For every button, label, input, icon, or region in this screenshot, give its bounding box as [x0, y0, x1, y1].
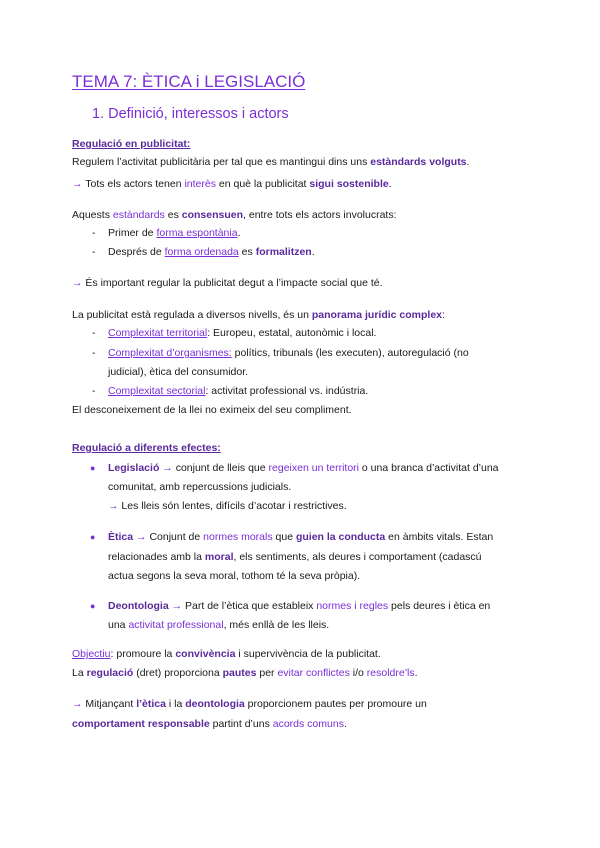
paragraph-line: → És important regular la publicitat degut a l’impacte social que té.	[72, 277, 383, 289]
bullet-icon: ●	[90, 532, 96, 542]
paragraph-line: comportament responsable partint d’uns acords comuns.	[72, 718, 347, 730]
paragraph-line: Aquests estàndards es consensuen, entre tots els actors involucrats:	[72, 209, 397, 221]
bullet-icon: ●	[90, 463, 96, 473]
arrow-icon: →	[72, 698, 83, 710]
section-heading-regulacio: Regulació en publicitat:	[72, 138, 191, 150]
section-heading-efectes: Regulació a diferents efectes:	[72, 442, 221, 454]
arrow-icon: →	[133, 531, 150, 543]
paragraph-line: → Tots els actors tenen interès en què la publicitat sigui sostenible.	[72, 178, 392, 190]
arrow-icon: →	[168, 600, 186, 612]
paragraph-line: Regulem l’activitat publicitària per tal que es mantingui dins uns estàndards volguts.	[72, 156, 470, 168]
arrow-icon: →	[72, 277, 83, 289]
document-page: TEMA 7: ÈTICA i LEGISLACIÓ 1. Definició, interessos i actors Regulació en publicitat: Regulem l’activitat publicitària per tal que es mantingui dins uns estàndards volguts. → Tots els actors tenen interès en què la publicitat sigui sostenible. Aquests estàndards es consensuen, entre tots els actors involucrats: - Primer de forma espontània. - Després de forma ordenada es formalitzen. → És important regular la publicitat degut a l’impacte social que té. La publicitat està regulada a diversos nivells, és un panorama jurídic complex: - Complexitat territorial: Europeu, estatal, autonòmic i local. - Complexitat d’organismes: polítics, tribunals (les executen), autoregulació (no judicial), ètica del consumidor. - Complexitat sectorial: activitat professional vs. indústria. El desconeixement de la llei no eximeix del seu compliment. Regulació a diferents efectes: ● Legislació → conjunt de lleis que regeixen un territori o una branca d’activitat d’una comunitat, amb repercussions judicials. → Les lleis són lentes, difícils d’acotar i restrictives. ● Ètica → Conjunt de normes morals que guien la conducta en àmbits vitals. Estan relacionades amb la moral, els sentiments, als deures i comportament (cadascú actua segons la seva moral, tothom té la seva pròpia). ● Deontologia → Part de l’ètica que estableix normes i regles pels deures i ètica en una activitat professional, més enllà de les lleis. Objectiu: promoure la convivència i supervivència de la publicitat. La regulació (dret) proporciona pautes per evitar conflictes i/o resoldre’ls. → Mitjançant l’ètica i la deontologia proporcionem pautes per promoure un comportament responsable partint d’uns acords comuns.	[72, 72, 499, 730]
bullet-continuation: relacionades amb la moral, els sentiments, als deures i comportament (cadascú	[108, 551, 482, 563]
arrow-icon: →	[72, 178, 83, 190]
list-item-continuation: judicial), ètica del consumidor.	[108, 366, 249, 378]
page-title: TEMA 7: ÈTICA i LEGISLACIÓ	[72, 72, 306, 91]
paragraph-line: Objectiu: promoure la convivència i supervivència de la publicitat.	[72, 648, 381, 660]
bullet-continuation: → Les lleis són lentes, difícils d’acotar i restrictives.	[108, 500, 347, 512]
arrow-icon: →	[159, 462, 176, 474]
bullet-continuation: actua segons la seva moral, tothom té la seva pròpia).	[108, 570, 361, 582]
bullet-continuation: comunitat, amb repercussions judicials.	[108, 481, 292, 493]
paragraph-line: → Mitjançant l’ètica i la deontologia proporcionem pautes per promoure un	[72, 698, 427, 710]
paragraph-line: La regulació (dret) proporciona pautes per evitar conflictes i/o resoldre’ls.	[72, 667, 418, 679]
paragraph-line: El desconeixement de la llei no eximeix del seu compliment.	[72, 404, 352, 416]
section-subtitle: 1. Definició, interessos i actors	[92, 106, 289, 122]
bullet-continuation: una activitat professional, més enllà de les lleis.	[108, 619, 330, 631]
arrow-icon: →	[108, 500, 119, 512]
paragraph-line: La publicitat està regulada a diversos nivells, és un panorama jurídic complex:	[72, 309, 445, 321]
bullet-icon: ●	[90, 601, 96, 611]
